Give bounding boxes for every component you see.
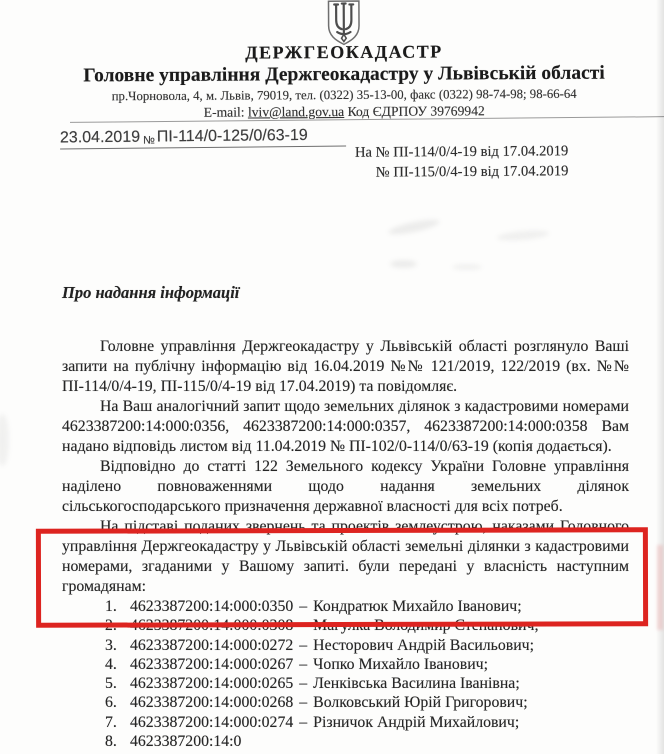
cadastral-number: 4623387200:14:000:0308 (130, 617, 294, 635)
letter-body (62, 337, 629, 751)
owners-list (105, 597, 629, 751)
item-number: 4. (105, 655, 117, 673)
list-item (105, 693, 629, 712)
email-label: E-mail: (203, 104, 245, 120)
scan-smudge (452, 264, 482, 270)
cadastral-number: 4623387200:14:000:0268 (130, 694, 294, 712)
letter-date: 23.04.2019 (59, 128, 141, 147)
subject-line: Про надання інформації (62, 283, 240, 302)
incoming-references (355, 142, 569, 182)
list-item (105, 597, 629, 616)
cadastral-number: 4623387200:14:000:0350 (130, 598, 294, 615)
item-number: 3. (105, 636, 117, 654)
ukraine-trident-emblem-icon (325, 0, 363, 46)
incoming-reference-2: № ПІ-115/0/4-19 від 17.04.2019 (375, 162, 569, 181)
scan-smudge (390, 260, 417, 268)
owner-name: Несторович Андрій Васильович; (313, 636, 535, 654)
org-address: пр.Чорновола, 4, м. Львів, 79019, тел. (0322) 35-13-00, факс (0322) 98-74-98; 98-66-64 (111, 86, 577, 104)
list-item (105, 674, 629, 693)
cadastral-number: 4623387200:14:000:0267 (130, 655, 294, 673)
scan-smudge (0, 414, 9, 466)
separator: – (299, 694, 308, 712)
scan-smudge (388, 217, 441, 238)
separator: – (299, 636, 308, 654)
scan-smudge (497, 229, 550, 242)
cadastral-number: 4623387200:14:000:0274 (130, 713, 294, 731)
item-number: 1. (105, 598, 117, 615)
paragraph: На Ваш аналогічний запит щодо земельних ділянок з кадастровими номерами 4623387200:14:000:0356, 4623387200:14:000:0357, 4623387200:14:000:0358 Вам надано відповідь листом від 11.04.2019 № ПІ-102/0-114/0/63-19 (копія додається). (62, 398, 629, 455)
list-item (105, 655, 629, 674)
paragraph: На підставі поданих звернень та проектів землеустрою, наказами Головного управління Держгеокадастру у Львівській області земельні ділянки з кадастровими номерами, згаданими у Вашому запиті. були передані у власність наступним громадянам: (62, 518, 629, 595)
org-division: Головне управління Держгеокадастру у Львівській області (83, 62, 605, 87)
separator: – (299, 713, 308, 731)
separator: – (299, 617, 308, 635)
list-item (105, 732, 629, 751)
separator: – (299, 598, 308, 615)
paragraph: Головне управління Держгеокадастру у Львівській області розглянуло Ваші запити на публічну інформацію від 16.04.2019 №№ 121/2019, 122/2019 (вх. №№ ПІ-114/0/4-19, ПІ-115/0/4-19 від 17.04.2019) та повідомляє. (62, 338, 629, 395)
item-number: 6. (105, 694, 117, 712)
owner-name: Волковський Юрій Григорович; (313, 694, 528, 712)
list-item (105, 636, 629, 655)
list-item (105, 713, 629, 732)
owner-name: Магулка Володимир Степанович; (313, 617, 539, 635)
edrpou-label: Код ЄДРПОУ (347, 103, 428, 119)
letterhead (14, 0, 664, 122)
cadastral-number: 4623387200:14:000:0272 (130, 636, 294, 654)
incoming-reference-1: На № ПІ-114/0/4-19 від 17.04.2019 (354, 143, 568, 161)
owner-name: Чопко Михайло Іванович; (313, 655, 489, 673)
outgoing-reference-line (60, 127, 346, 150)
paragraph: Відповідно до статті 122 Земельного кодексу України Головне управління наділено повноваженнями щодо надання земельних ділянок сільськогосподарського призначення державної власності для всіх потреб. (62, 458, 629, 515)
edrpou-code: 39769942 (430, 103, 485, 119)
cadastral-number: 4623387200:14:0 (130, 733, 242, 751)
cadastral-number: 4623387200:14:000:0265 (130, 675, 294, 693)
owner-name: Ленківська Василина Іванівна; (313, 675, 520, 693)
separator: – (299, 675, 308, 693)
list-item (105, 616, 629, 635)
item-number: 7. (105, 713, 117, 731)
org-name: ДЕРЖГЕОКАДАСТР (245, 41, 443, 63)
owner-name: Різничок Андрій Михайлович; (313, 713, 520, 731)
email-address: lviv@land.gov.ua (247, 103, 345, 120)
item-number: 8. (105, 733, 117, 751)
owner-name: Кондратюк Михайло Іванович; (313, 598, 522, 615)
scan-edge-shadow (656, 0, 664, 754)
separator: – (299, 655, 308, 673)
item-number: 5. (105, 675, 117, 693)
number-sign: № (143, 134, 155, 147)
outgoing-number: ПІ-114/0-125/0/63-19 (156, 126, 308, 146)
scan-red-smear (657, 545, 663, 630)
item-number: 2. (105, 617, 117, 635)
